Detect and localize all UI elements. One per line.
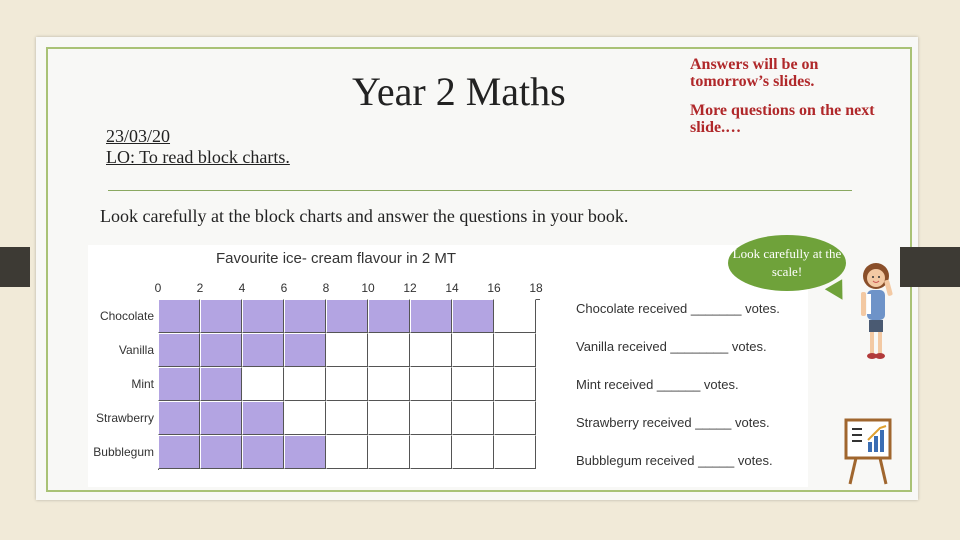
empty-block <box>368 435 410 469</box>
empty-block <box>326 435 368 469</box>
right-tab-decoration <box>900 247 960 287</box>
x-tick-label: 14 <box>445 281 459 295</box>
divider-line <box>108 190 852 191</box>
x-tick-label: 8 <box>322 281 330 295</box>
empty-block <box>326 367 368 401</box>
chart-board-icon <box>844 418 892 486</box>
empty-block <box>284 367 326 401</box>
filled-block <box>158 435 200 469</box>
filled-block <box>242 401 284 435</box>
empty-block <box>326 401 368 435</box>
filled-block <box>200 367 242 401</box>
empty-block <box>410 435 452 469</box>
category-label: Strawberry <box>95 411 154 425</box>
question-line: Vanilla received ________ votes. <box>576 339 767 354</box>
more-questions-note: More questions on the next slide.… <box>690 102 875 136</box>
empty-block <box>410 333 452 367</box>
filled-block <box>368 299 410 333</box>
filled-block <box>326 299 368 333</box>
empty-block <box>368 401 410 435</box>
filled-block <box>158 333 200 367</box>
empty-block <box>368 333 410 367</box>
filled-block <box>158 299 200 333</box>
filled-block <box>158 367 200 401</box>
speech-bubble: Look carefully at the scale! <box>728 235 846 291</box>
filled-block <box>158 401 200 435</box>
filled-block <box>242 435 284 469</box>
empty-block <box>494 367 536 401</box>
filled-block <box>242 299 284 333</box>
question-line: Mint received ______ votes. <box>576 377 739 392</box>
x-tick-label: 0 <box>154 281 162 295</box>
filled-block <box>242 333 284 367</box>
x-tick-label: 16 <box>487 281 501 295</box>
answers-note: Answers will be on tomorrow’s slides. <box>690 56 819 90</box>
question-line: Chocolate received _______ votes. <box>576 301 780 316</box>
notes-box <box>690 56 900 148</box>
learning-objective: LO: To read block charts. <box>106 147 290 167</box>
empty-block <box>410 367 452 401</box>
empty-block <box>410 401 452 435</box>
filled-block <box>452 299 494 333</box>
x-tick-label: 18 <box>529 281 543 295</box>
question-line: Bubblegum received _____ votes. <box>576 453 773 468</box>
block-chart-panel <box>88 245 808 487</box>
empty-block <box>242 367 284 401</box>
category-label: Chocolate <box>99 309 154 323</box>
date-and-lo <box>106 126 290 168</box>
empty-block <box>452 401 494 435</box>
instruction-text: Look carefully at the block charts and answer the questions in your book. <box>100 206 629 226</box>
x-tick-label: 6 <box>280 281 288 295</box>
filled-block <box>200 435 242 469</box>
filled-block <box>284 333 326 367</box>
left-tab-decoration <box>0 247 30 287</box>
x-tick-label: 12 <box>403 281 417 295</box>
filled-block <box>200 333 242 367</box>
empty-block <box>284 401 326 435</box>
x-tick-label: 4 <box>238 281 246 295</box>
empty-block <box>368 367 410 401</box>
empty-block <box>452 333 494 367</box>
x-tick-label: 2 <box>196 281 204 295</box>
empty-block <box>494 299 536 333</box>
empty-block <box>452 367 494 401</box>
empty-block <box>494 435 536 469</box>
filled-block <box>410 299 452 333</box>
teacher-icon <box>852 262 900 364</box>
question-line: Strawberry received _____ votes. <box>576 415 770 430</box>
filled-block <box>200 401 242 435</box>
filled-block <box>200 299 242 333</box>
date-text: 23/03/20 <box>106 126 171 146</box>
filled-block <box>284 435 326 469</box>
category-label: Bubblegum <box>93 445 154 459</box>
category-label: Mint <box>131 377 154 391</box>
x-tick-label: 10 <box>361 281 375 295</box>
empty-block <box>326 333 368 367</box>
empty-block <box>494 333 536 367</box>
empty-block <box>494 401 536 435</box>
category-label: Vanilla <box>118 343 154 357</box>
slide-title: Year 2 Maths <box>352 69 566 114</box>
chart-title: Favourite ice- cream flavour in 2 MT <box>216 250 457 267</box>
empty-block <box>452 435 494 469</box>
filled-block <box>284 299 326 333</box>
